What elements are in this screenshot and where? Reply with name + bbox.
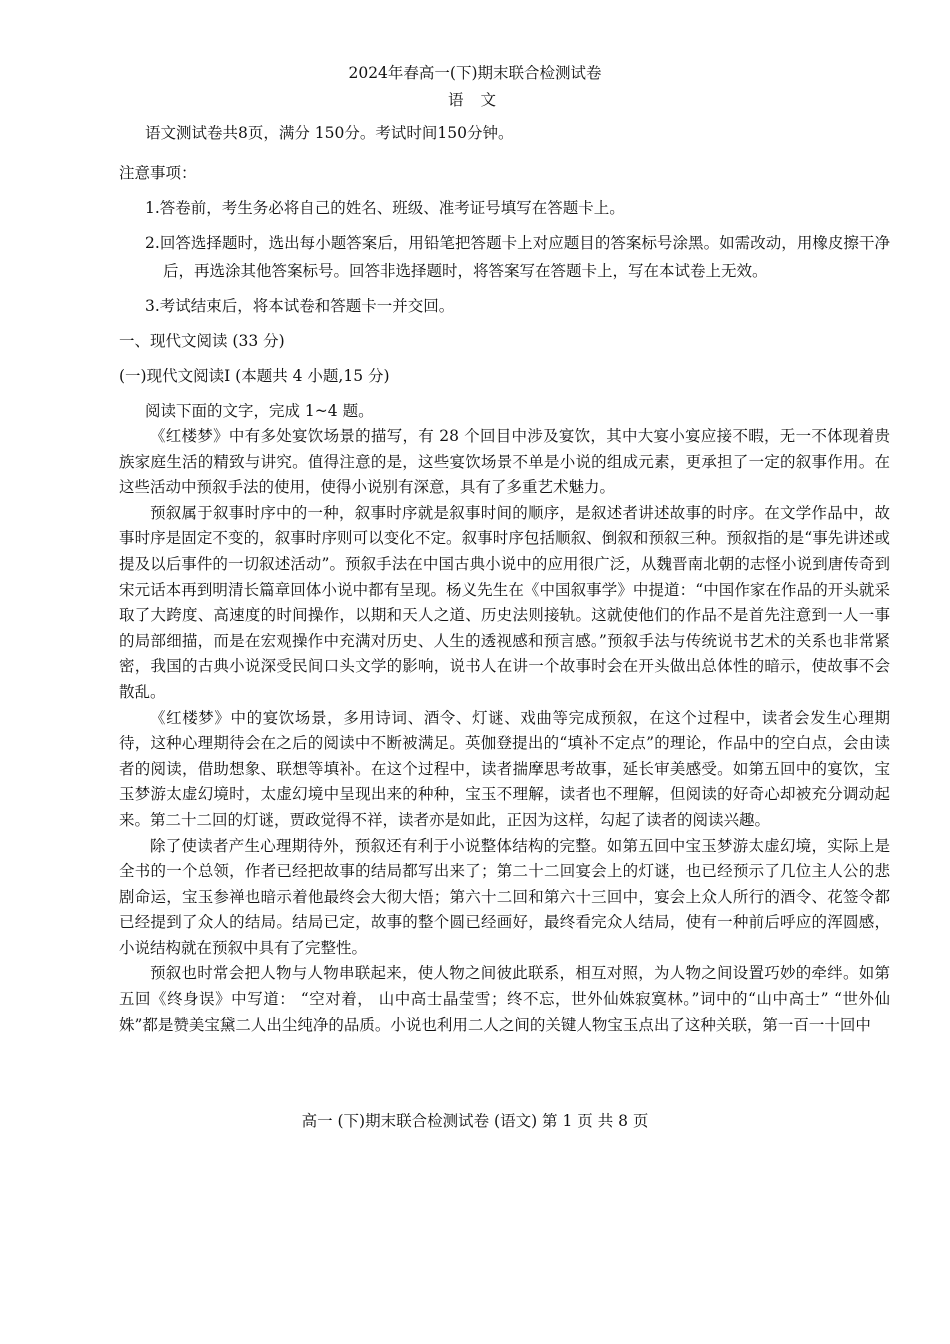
passage-paragraph: 除了使读者产生心理期待外，预叙还有利于小说整体结构的完整。如第五回中宝玉梦游太虚幻境，实际上是全书的一个总领，作者已经把故事的结局都写出来了；第二十二回宴会上的灯谜，也已经预示了几位主人公的悲剧命运，宝玉参禅也暗示着他最终会大彻大悟；第六十二回和第六十三回中，宴会上众人所行的酒令、花签令都已经提到了众人的结局。结局已定，故事的整个圆已经画好，最终看完众人结局，使有一种前后呼应的浑圆感，小说结构就在预叙中具有了完整性。 xyxy=(119,836,890,957)
subject-title: 语 文 xyxy=(448,91,502,109)
section-subheading: (一)现代文阅读Ⅰ (本题共 4 小题,15 分) xyxy=(119,367,390,385)
reading-passage xyxy=(119,424,890,1038)
notice-item-3: 3.考试结束后，将本试卷和答题卡一并交回。 xyxy=(145,297,455,315)
exam-title: 2024年春高一(下)期末联合检测试卷 xyxy=(348,64,602,82)
passage-paragraph: 《红楼梦》中的宴饮场景，多用诗词、酒令、灯谜、戏曲等完成预叙，在这个过程中，读者会发生心理期待，这种心理期待会在之后的阅读中不断被满足。英伽登提出的“填补不定点”的理论，作品中的空白点，会由读者的阅读，借助想象、联想等填补。在这个过程中，读者揣摩思考故事，延长审美感受。如第五回中的宴饮，宝玉梦游太虚幻境时，太虚幻境中呈现出来的种种，宝玉不理解，读者也不理解，但阅读的好奇心却被充分调动起来。第二十二回的灯谜，贾政觉得不祥，读者亦是如此，正因为这样，勾起了读者的阅读兴趣。 xyxy=(119,708,890,829)
notice-item-2: 2.回答选择题时，选出每小题答案后，用铅笔把答题卡上对应题目的答案标号涂黑。如需改动，用橡皮擦干净后，再选涂其他答案标号。回答非选择题时，将答案写在答题卡上，写在本试卷上无效。 xyxy=(145,234,890,280)
notice-item-2-wrapper xyxy=(145,229,890,285)
exam-intro: 语文测试卷共8页，满分 150分。考试时间150分钟。 xyxy=(145,124,514,142)
section-heading: 一、现代文阅读 (33 分) xyxy=(119,332,285,350)
notice-item-1: 1.答卷前，考生务必将自己的姓名、班级、准考证号填写在答题卡上。 xyxy=(145,199,625,217)
page-footer: 高一 (下)期末联合检测试卷 (语文) 第 1 页 共 8 页 xyxy=(301,1112,649,1130)
reading-instruction: 阅读下面的文字，完成 1~4 题。 xyxy=(145,402,374,420)
passage-paragraph: 预叙也时常会把人物与人物串联起来，使人物之间彼此联系，相互对照，为人物之间设置巧妙的牵绊。如第五回《终身误》中写道： “空对着， 山中高士晶莹雪；终不忘，世外仙姝寂寞林。”词中的“山中高士” “世外仙姝”都是赞美宝黛二人出尘纯净的品质。小说也利用二人之间的关键人物宝玉点出了这种关联，第一百一十回中 xyxy=(119,964,890,1034)
passage-paragraph: 《红楼梦》中有多处宴饮场景的描写，有 28 个回目中涉及宴饮，其中大宴小宴应接不暇，无一不体现着贵族家庭生活的精致与讲究。值得注意的是，这些宴饮场景不单是小说的组成元素，更承担了一定的叙事作用。在这些活动中预叙手法的使用，使得小说别有深意，具有了多重艺术魅力。 xyxy=(119,427,890,497)
passage-paragraph: 预叙属于叙事时序中的一种，叙事时序就是叙事时间的顺序，是叙述者讲述故事的时序。在文学作品中，故事时序是固定不变的，叙事时序则可以变化不定。叙事时序包括顺叙、倒叙和预叙三种。预叙指的是“事先讲述或提及以后事件的一切叙述活动”。预叙手法在中国古典小说中的应用很广泛，从魏晋南北朝的志怪小说到唐传奇到宋元话本再到明清长篇章回体小说中都有呈现。杨义先生在《中国叙事学》中提道：“中国作家在作品的开头就采取了大跨度、高速度的时间操作，以期和天人之道、历史法则接轨。这就使他们的作品不是首先注意到一人一事的局部细描，而是在宏观操作中充满对历史、人生的透视感和预言感。”预叙手法与传统说书艺术的关系也非常紧密，我国的古典小说深受民间口头文学的影响，说书人在讲一个故事时会在开头做出总体性的暗示，使故事不会散乱。 xyxy=(119,503,890,701)
notice-heading: 注意事项： xyxy=(119,164,197,182)
